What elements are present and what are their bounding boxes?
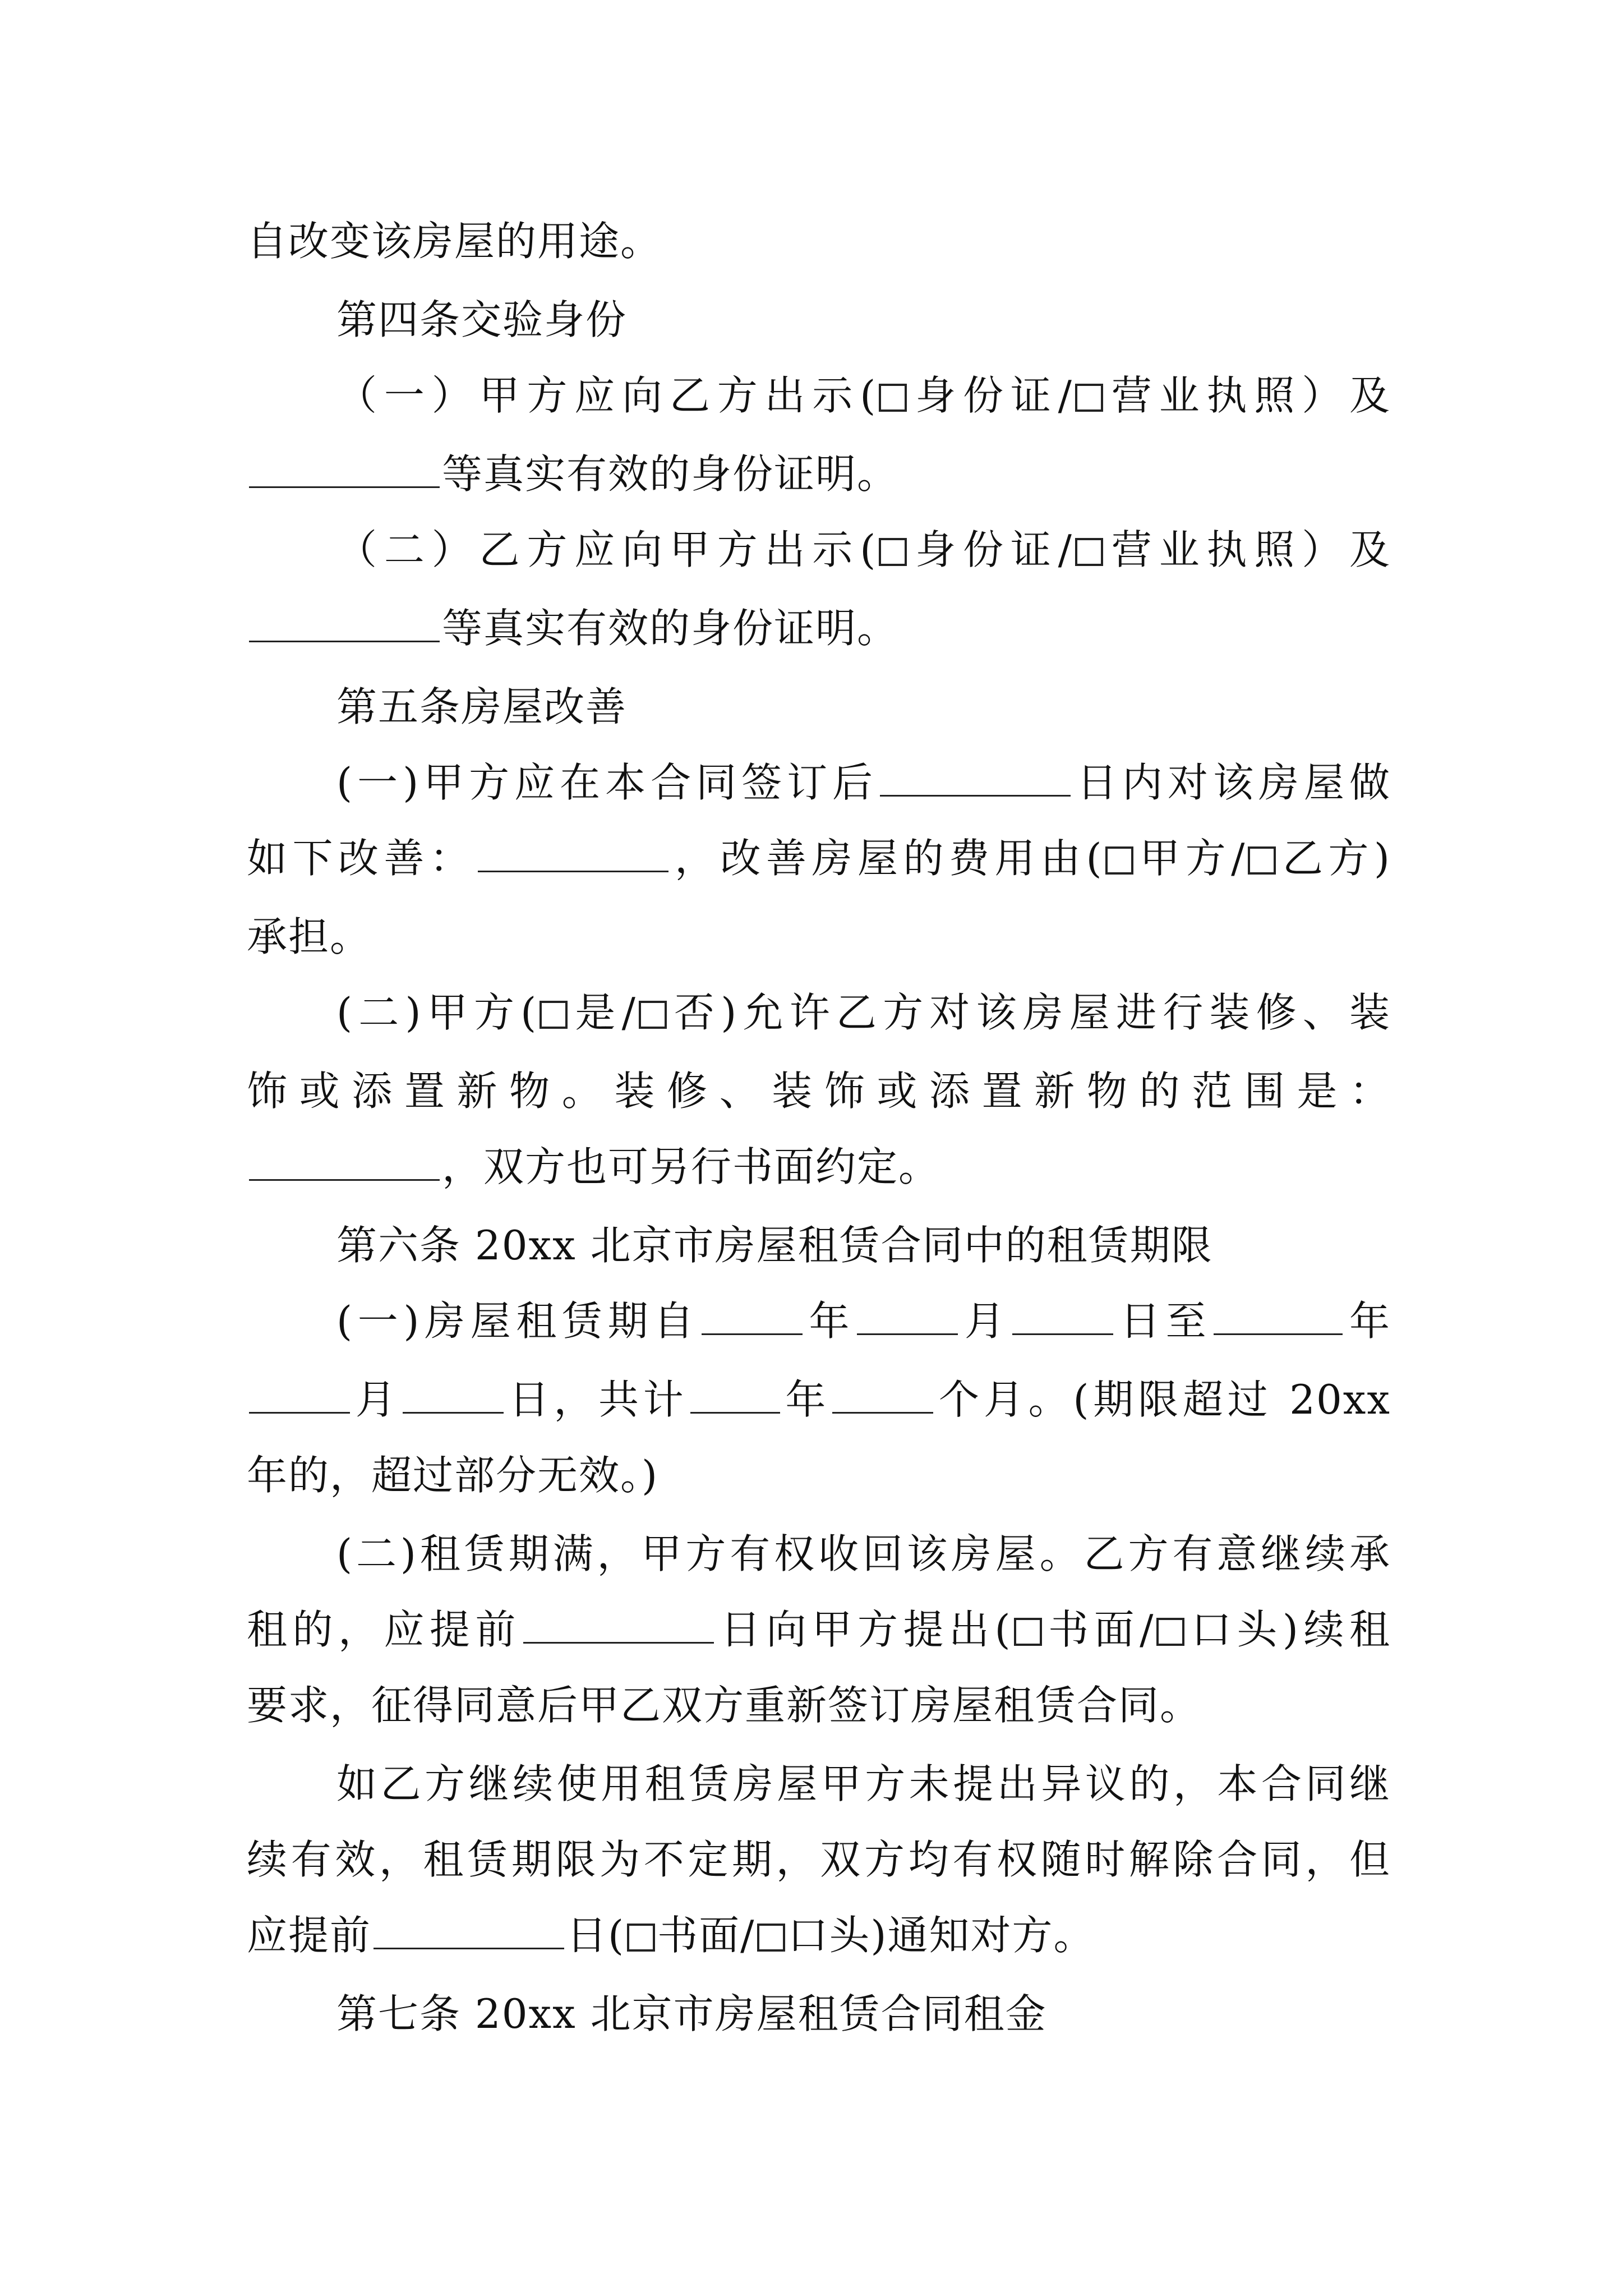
text-segment: 要求，征得同意后甲乙双方重新签订房屋租赁合同。 bbox=[247, 1682, 1202, 1729]
text-segment: 身份证/ bbox=[909, 372, 1073, 419]
text-segment: 年 bbox=[1345, 1297, 1391, 1345]
section-heading bbox=[336, 1986, 1391, 2042]
text-segment: （二）乙方应向甲方出示( bbox=[336, 526, 877, 573]
fill-in-blank bbox=[690, 1372, 780, 1414]
section-heading bbox=[336, 292, 1391, 348]
text-line bbox=[247, 909, 1391, 965]
checkbox-icon bbox=[1105, 846, 1133, 875]
text-line bbox=[247, 213, 1391, 269]
text-segment: 否)允许乙方对该房屋进行装修、装 bbox=[668, 989, 1391, 1036]
text-line bbox=[336, 522, 1391, 578]
fill-in-blank bbox=[880, 754, 1071, 797]
text-segment: 年 bbox=[782, 1376, 831, 1423]
fill-in-blank bbox=[857, 1293, 958, 1335]
checkbox-icon bbox=[1156, 1618, 1184, 1646]
text-segment: (二)甲方( bbox=[336, 989, 538, 1036]
text-segment: 月 bbox=[960, 1297, 1011, 1345]
fill-in-blank bbox=[249, 1372, 350, 1414]
text-line bbox=[247, 1602, 1391, 1658]
text-segment: 日至 bbox=[1115, 1297, 1212, 1345]
text-segment: 书面/ bbox=[1044, 1606, 1155, 1653]
fill-in-blank bbox=[1214, 1293, 1343, 1335]
fill-in-blank bbox=[478, 830, 668, 872]
text-segment: 日，共计 bbox=[505, 1376, 688, 1423]
text-segment: 日向甲方提出( bbox=[716, 1606, 1012, 1653]
text-segment: 月 bbox=[352, 1376, 400, 1423]
text-segment: (一)房屋租赁期自 bbox=[336, 1297, 699, 1345]
text-segment: 第六条 20xx 北京市房屋租赁合同中的租赁期限 bbox=[336, 1222, 1213, 1269]
text-segment: 第七条 20xx 北京市房屋租赁合同租金 bbox=[336, 1990, 1047, 2037]
text-line bbox=[247, 1907, 1391, 1963]
text-line bbox=[247, 1139, 1391, 1195]
text-segment: 年的，超过部分无效。) bbox=[247, 1452, 659, 1499]
text-segment: 是/ bbox=[570, 989, 637, 1036]
checkbox-icon bbox=[627, 1924, 655, 1952]
section-heading bbox=[336, 679, 1391, 735]
text-segment: 承担。 bbox=[247, 913, 372, 960]
text-segment: 营业执照）及 bbox=[1105, 372, 1391, 419]
section-heading bbox=[336, 1217, 1391, 1273]
text-segment: 租的，应提前 bbox=[247, 1606, 522, 1653]
text-segment: 日( bbox=[566, 1912, 625, 1959]
fill-in-blank bbox=[249, 600, 440, 642]
text-segment: 应提前 bbox=[247, 1912, 372, 1959]
text-segment: 营业执照）及 bbox=[1105, 526, 1391, 573]
fill-in-blank bbox=[523, 1602, 714, 1644]
text-segment: 自改变该房屋的用途。 bbox=[247, 218, 662, 265]
fill-in-blank bbox=[403, 1372, 504, 1414]
text-line bbox=[247, 1677, 1391, 1733]
checkbox-icon bbox=[757, 1924, 785, 1952]
checkbox-icon bbox=[1014, 1618, 1042, 1646]
text-segment: ，双方也可另行书面约定。 bbox=[442, 1143, 940, 1190]
checkbox-icon bbox=[1075, 384, 1103, 412]
text-segment: (二)租赁期满，甲方有权收回该房屋。乙方有意继续承 bbox=[336, 1530, 1391, 1577]
text-segment: 身份证/ bbox=[909, 526, 1073, 573]
checkbox-icon bbox=[879, 538, 907, 566]
text-line bbox=[336, 1526, 1391, 1582]
text-segment: 续有效，租赁期限为不定期，双方均有权随时解除合同，但 bbox=[247, 1836, 1391, 1883]
text-line bbox=[336, 754, 1391, 811]
text-line bbox=[247, 446, 1391, 502]
text-line bbox=[247, 1063, 1391, 1119]
text-line bbox=[247, 1372, 1391, 1428]
text-segment: 如乙方继续使用租赁房屋甲方未提出异议的，本合同继 bbox=[336, 1760, 1391, 1807]
text-segment: 第五条房屋改善 bbox=[336, 683, 628, 730]
fill-in-blank bbox=[374, 1907, 564, 1949]
text-segment: 甲方/ bbox=[1135, 835, 1246, 882]
fill-in-blank bbox=[249, 446, 440, 488]
text-segment: 乙方) bbox=[1278, 835, 1391, 882]
fill-in-blank bbox=[1012, 1293, 1113, 1335]
checkbox-icon bbox=[879, 384, 907, 412]
text-segment: 个月。(期限超过 20xx bbox=[935, 1376, 1391, 1423]
fill-in-blank bbox=[702, 1293, 803, 1335]
text-segment: 日内对该房屋做 bbox=[1073, 759, 1391, 806]
text-line bbox=[336, 367, 1391, 424]
text-segment: 第四条交验身份 bbox=[336, 296, 628, 343]
checkbox-icon bbox=[639, 1001, 667, 1029]
text-segment: 等真实有效的身份证明。 bbox=[442, 605, 899, 652]
checkbox-icon bbox=[1075, 538, 1103, 566]
text-line bbox=[247, 1832, 1391, 1888]
text-line bbox=[247, 830, 1391, 886]
text-line bbox=[336, 1756, 1391, 1812]
text-line bbox=[336, 1293, 1391, 1349]
fill-in-blank bbox=[832, 1372, 933, 1414]
text-segment: 书面/ bbox=[657, 1912, 755, 1959]
text-line bbox=[336, 984, 1391, 1041]
text-segment: 口头)通知对方。 bbox=[787, 1912, 1095, 1959]
checkbox-icon bbox=[540, 1001, 568, 1029]
checkbox-icon bbox=[1248, 846, 1276, 875]
text-line bbox=[247, 1447, 1391, 1503]
text-segment: 口头)续租 bbox=[1187, 1606, 1391, 1653]
text-segment: 如下改善： bbox=[247, 835, 476, 882]
fill-in-blank bbox=[249, 1139, 440, 1181]
text-line bbox=[247, 600, 1391, 656]
text-segment: (一)甲方应在本合同签订后 bbox=[336, 759, 878, 806]
text-segment: 饰或添置新物。装修、装饰或添置新物的范围是： bbox=[247, 1068, 1391, 1115]
text-segment: 年 bbox=[804, 1297, 855, 1345]
text-segment: 等真实有效的身份证明。 bbox=[442, 450, 899, 498]
text-segment: （一）甲方应向乙方出示( bbox=[336, 372, 877, 419]
text-segment: ，改善房屋的费用由( bbox=[670, 835, 1103, 882]
